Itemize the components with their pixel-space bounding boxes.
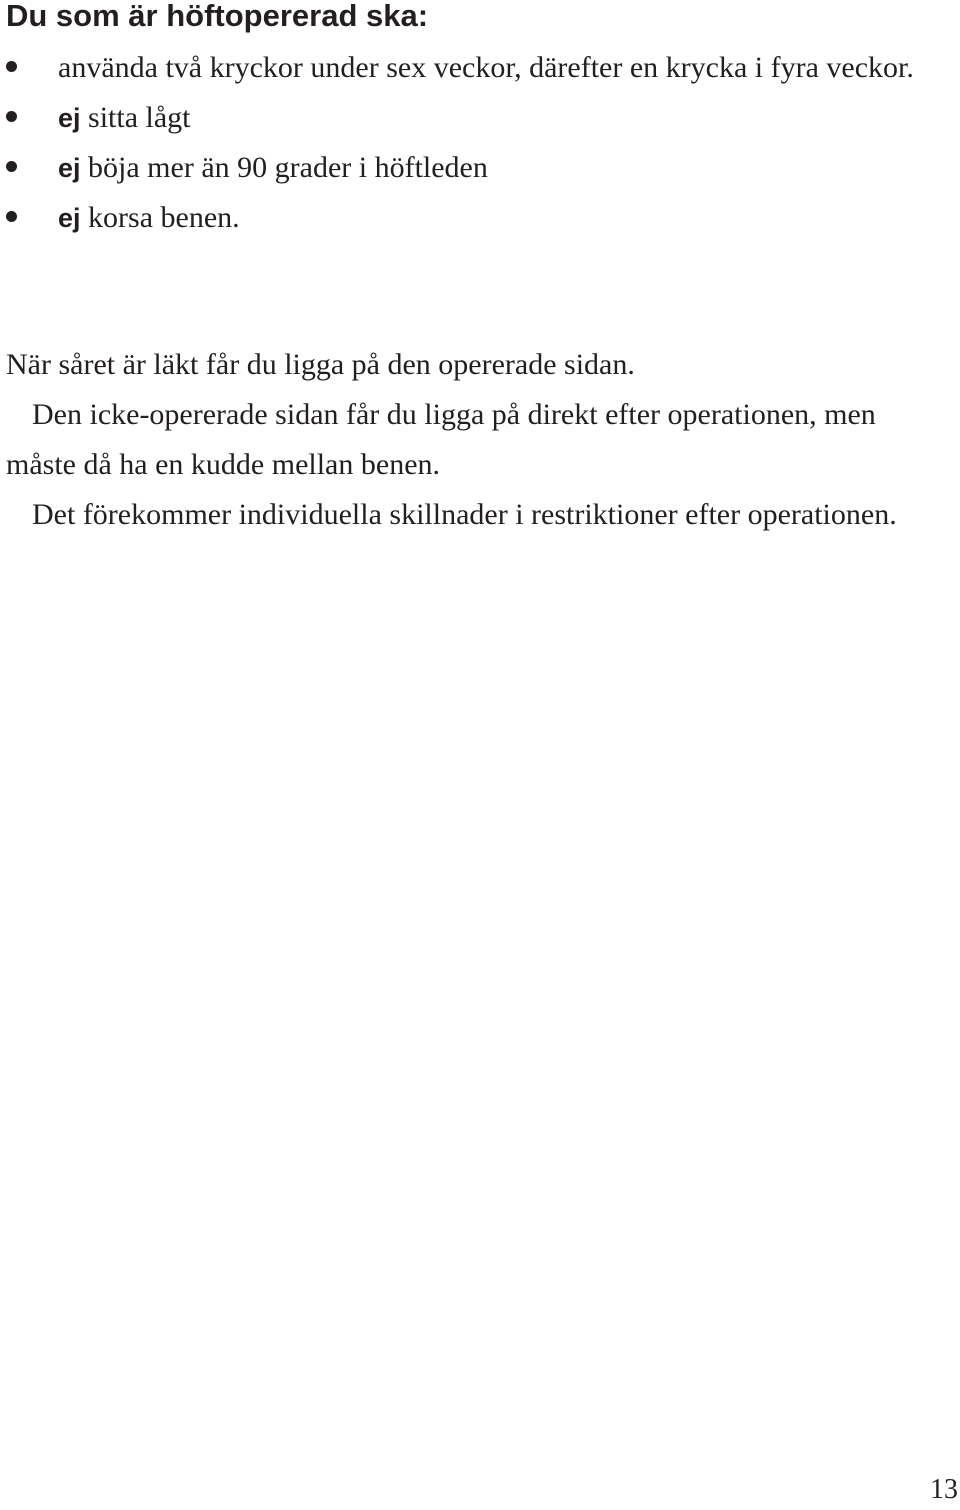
- list-item-keyword: ej: [58, 103, 81, 133]
- body-text: [6, 340, 950, 540]
- paragraph: Den icke-opererade sidan får du ligga på direkt efter operationen, men måste då ha en kudde mellan benen.: [6, 398, 876, 481]
- list-item: [0, 43, 960, 93]
- page-heading: Du som är höftopererad ska:: [6, 0, 429, 33]
- list-item-text: använda två kryckor under sex veckor, därefter en krycka i fyra veckor.: [58, 51, 914, 84]
- paragraph: När såret är läkt får du ligga på den opererade sidan.: [6, 348, 635, 381]
- bullet-icon: [6, 111, 17, 122]
- list-item-keyword: ej: [58, 203, 81, 233]
- list-item-text: böja mer än 90 grader i höftleden: [80, 151, 488, 184]
- bullet-icon: [6, 211, 17, 222]
- list-item: [0, 143, 960, 193]
- list-item-text: sitta lågt: [80, 101, 191, 134]
- list-item: [0, 193, 960, 243]
- list-item: [0, 93, 960, 143]
- list-item-keyword: ej: [58, 153, 81, 183]
- bullet-icon: [6, 61, 17, 72]
- list-item-text: korsa benen.: [80, 201, 240, 234]
- bullet-icon: [6, 161, 17, 172]
- restriction-list: [0, 43, 960, 243]
- paragraph: Det förekommer individuella skillnader i restriktioner efter operationen.: [32, 498, 897, 531]
- page-number: 13: [930, 1474, 958, 1505]
